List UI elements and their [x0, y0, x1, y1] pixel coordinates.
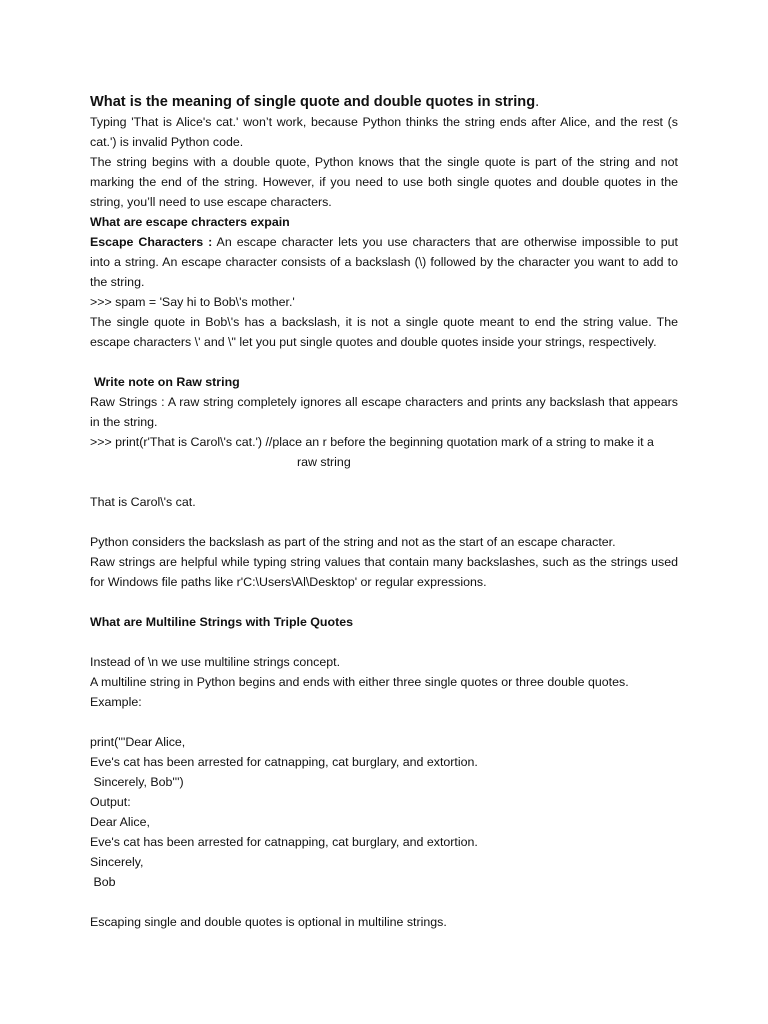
- page-title: [90, 92, 678, 112]
- multiline-example-label: Example:: [90, 695, 142, 709]
- paragraph-backslash-part: Python considers the backslash as part of the string and not as the start of an escape character.: [90, 535, 616, 549]
- output-line-4: Bob: [90, 875, 116, 889]
- spacer: [90, 892, 678, 912]
- paragraph-raw-strings: Raw Strings : A raw string completely ignores all escape characters and prints any backslash that appears in the string.: [90, 395, 678, 429]
- code-line-2: Eve's cat has been arrested for catnapping, cat burglary, and extortion.: [90, 755, 478, 769]
- title-text: What is the meaning of single quote and double quotes in string: [90, 94, 536, 110]
- heading-escape-characters: What are escape chracters expain: [90, 215, 290, 229]
- paragraph-alice-cat: Typing 'That is Alice's cat.' won’t work, because Python thinks the string ends after Alice, and the rest (s cat.') is invalid Python code.: [90, 115, 678, 149]
- paragraph-double-quote: The string begins with a double quote, Python knows that the single quote is part of the string and not marking the end of the string. However, if you need to use both single quotes and double quotes in the string, you’ll need to use escape characters.: [90, 155, 678, 209]
- spacer: [90, 472, 678, 492]
- code-line-3: Sincerely, Bob'''): [90, 775, 184, 789]
- code-spam: >>> spam = 'Say hi to Bob\'s mother.': [90, 295, 295, 309]
- spacer: [90, 592, 678, 612]
- output-line-2: Eve's cat has been arrested for catnapping, cat burglary, and extortion.: [90, 835, 478, 849]
- escape-text: An escape character lets you use characters that are otherwise impossible to put into a string. An escape character consists of a backslash (\) followed by the character you want to add to the string.: [90, 235, 678, 289]
- code-raw-print-continued: raw string: [297, 455, 351, 469]
- heading-raw-string: Write note on Raw string: [94, 375, 240, 389]
- title-period: .: [535, 94, 540, 110]
- multiline-line-1: Instead of \n we use multiline strings concept.: [90, 655, 341, 669]
- code-raw-print: >>> print(r'That is Carol\'s cat.') //place an r before the beginning quotation mark of a string to make it a: [90, 435, 654, 449]
- escape-label: Escape Characters :: [90, 235, 213, 249]
- spacer: [90, 632, 678, 652]
- raw-output: That is Carol\'s cat.: [90, 495, 196, 509]
- paragraph-escape-characters: [90, 232, 678, 292]
- paragraph-final: Escaping single and double quotes is optional in multiline strings.: [90, 915, 447, 929]
- spacer: [90, 712, 678, 732]
- spacer: [90, 352, 678, 372]
- multiline-line-2: A multiline string in Python begins and ends with either three single quotes or three double quotes.: [90, 675, 629, 689]
- output-label: Output:: [90, 795, 131, 809]
- spacer: [90, 512, 678, 532]
- code-line-1: print('''Dear Alice,: [90, 735, 186, 749]
- output-line-1: Dear Alice,: [90, 815, 150, 829]
- output-line-3: Sincerely,: [90, 855, 144, 869]
- heading-multiline-strings: What are Multiline Strings with Triple Quotes: [90, 615, 353, 629]
- paragraph-bob-backslash: The single quote in Bob\'s has a backslash, it is not a single quote meant to end the string value. The escape characters \' and \" let you put single quotes and double quotes inside your strings, respectively.: [90, 315, 678, 349]
- paragraph-raw-helpful: Raw strings are helpful while typing string values that contain many backslashes, such as the strings used for Windows file paths like r'C:\Users\Al\Desktop' or regular expressions.: [90, 555, 678, 589]
